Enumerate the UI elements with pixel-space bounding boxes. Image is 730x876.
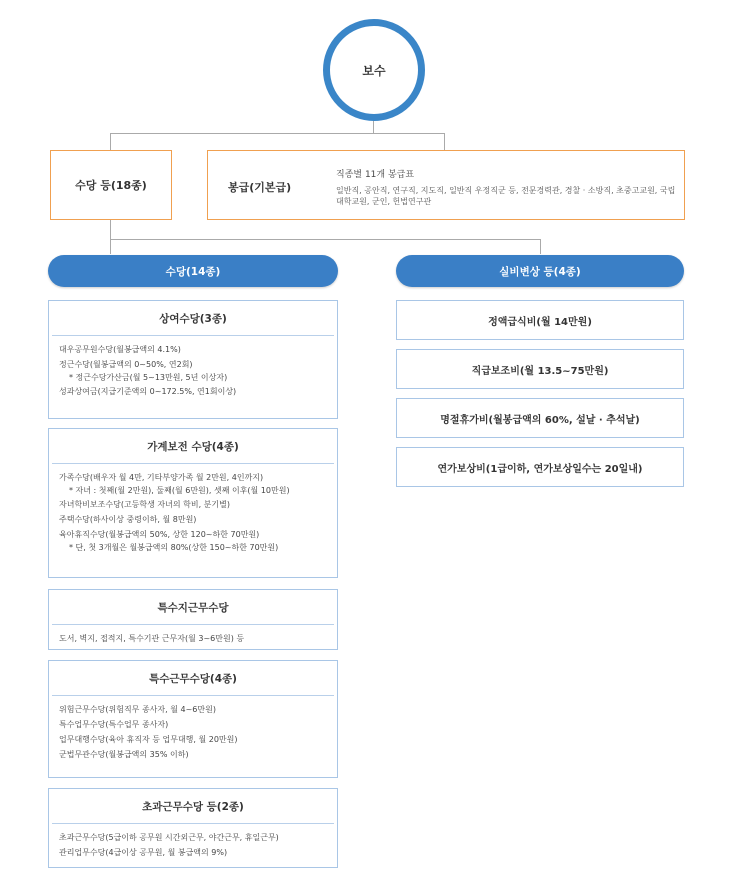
- root-label: 보수: [362, 63, 386, 78]
- panel-line: 관리업무수당(4급이상 공무원, 월 봉급액의 9%): [59, 848, 228, 857]
- panel-bonus-allowance: [48, 300, 338, 419]
- panel-title: 특수근무수당(4종): [52, 661, 334, 696]
- allowance-group-box: [50, 150, 172, 220]
- panel-line: * 정근수당가산금(월 5~13만원, 5년 이상자): [69, 373, 228, 382]
- connector-to-right-header: [540, 239, 541, 254]
- panel-household-allowance: [48, 428, 338, 578]
- right-item-label: 정액급식비(월 14만원): [488, 316, 592, 328]
- right-item-label: 명절휴가비(월봉급액의 60%, 설날 · 추석날): [440, 414, 640, 426]
- connector-to-allowance: [110, 133, 111, 150]
- panel-line: 대우공무원수당(월봉급액의 4.1%): [59, 345, 181, 354]
- connector-allowance-down: [110, 220, 111, 239]
- panel-special-duty-allowance: [48, 660, 338, 778]
- right-item-meal-allowance: [396, 300, 684, 340]
- left-header-pill: [48, 255, 338, 287]
- connector-to-basepay: [444, 133, 445, 150]
- connector-to-left-header: [110, 239, 111, 254]
- connector-mid-horizontal: [110, 239, 540, 240]
- panel-line: 가족수당(배우자 월 4만, 기타부양가족 월 2만원, 4인까지): [59, 473, 264, 482]
- panel-line: 초과근무수당(5급이하 공무원 시간외근무, 야간근무, 휴일근무): [59, 833, 279, 842]
- panel-line: 주택수당(하사이상 중령이하, 월 8만원): [59, 515, 197, 524]
- base-pay-box: [207, 150, 685, 220]
- right-item-label: 직급보조비(월 13.5~75만원): [471, 365, 609, 377]
- right-item-leave-compensation: [396, 447, 684, 487]
- panel-title: 가계보전 수당(4종): [52, 429, 334, 464]
- panel-overtime-allowance: [48, 788, 338, 868]
- base-pay-label: 봉급(기본급): [228, 181, 292, 194]
- panel-line: * 자녀 : 첫째(월 2만원), 둘째(월 6만원), 셋째 이후(월 10만원): [69, 486, 290, 495]
- base-pay-title: 직종별 11개 봉급표: [336, 170, 415, 180]
- panel-line: 성과상여금(지급기준액의 0~172.5%, 연1회이상): [59, 387, 237, 396]
- base-pay-desc: 일반직, 공안직, 연구직, 지도직, 일반직 우정직군 등, 전문경력관, 경찰 · 소방직, 초중고교원, 국립대학교원, 군인, 헌법연구관: [336, 186, 676, 206]
- panel-line: 정근수당(월봉급액의 0~50%, 연2회): [59, 360, 193, 369]
- panel-title: 특수지근무수당: [52, 590, 334, 625]
- right-item-holiday-bonus: [396, 398, 684, 438]
- panel-line: 육아휴직수당(월봉급액의 50%, 상한 120~하한 70만원): [59, 530, 260, 539]
- panel-title: 초과근무수당 등(2종): [52, 789, 334, 824]
- left-header-label: 수당(14종): [165, 265, 221, 278]
- panel-line: 군법무관수당(월봉급액의 35% 이하): [59, 750, 189, 759]
- panel-line: 자녀학비보조수당(고등학생 자녀의 학비, 분기별): [59, 500, 230, 509]
- right-header-label: 실비변상 등(4종): [499, 265, 581, 278]
- panel-line: 특수업무수당(특수업무 종사자): [59, 720, 169, 729]
- panel-line: 위험근무수당(위험직무 종사자, 월 4~6만원): [59, 705, 216, 714]
- panel-line: 업무대행수당(육아 휴직자 등 업무대행, 월 20만원): [59, 735, 238, 744]
- panel-title: 상여수당(3종): [52, 301, 334, 336]
- right-item-label: 연가보상비(1급이하, 연가보상일수는 20일내): [437, 463, 643, 475]
- connector-top-horizontal: [110, 133, 444, 134]
- allowance-group-label: 수당 등(18종): [75, 179, 147, 192]
- right-header-pill: [396, 255, 684, 287]
- panel-line: 도서, 벽지, 접적지, 특수기관 근무자(월 3~6만원) 등: [59, 634, 245, 643]
- connector-root-down: [373, 121, 374, 133]
- root-node: [323, 19, 425, 121]
- panel-line: * 단, 첫 3개월은 월봉급액의 80%(상한 150~하한 70만원): [69, 543, 279, 552]
- right-item-rank-subsidy: [396, 349, 684, 389]
- panel-remote-area-allowance: [48, 589, 338, 650]
